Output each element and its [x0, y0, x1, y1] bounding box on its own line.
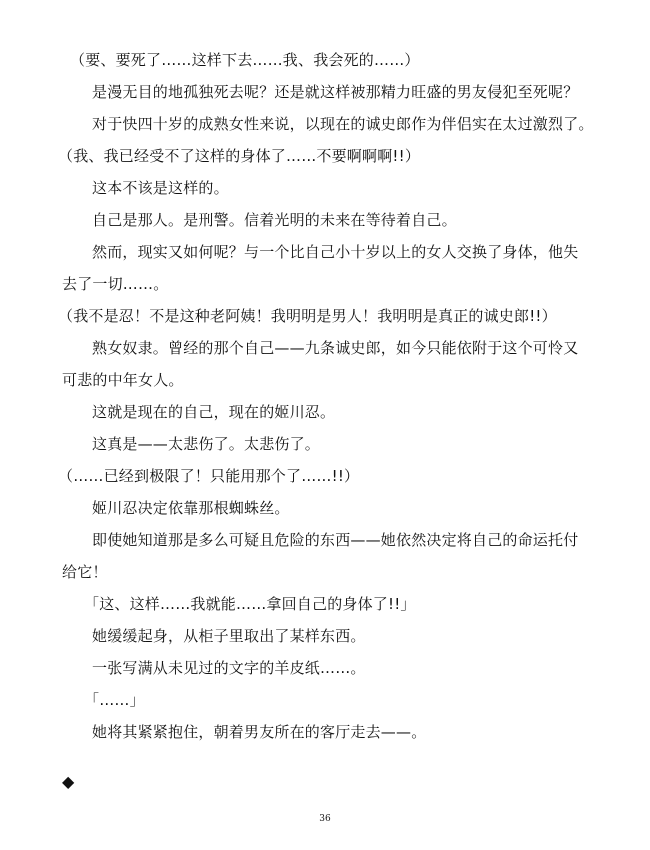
text-line: （……已经到极限了！只能用那个了……!!） [58, 467, 360, 485]
dialogue-line: 「这、这样……我就能……拿回自己的身体了!!」 [84, 595, 416, 613]
text-line: 即使她知道那是多么可疑且危险的东西——她依然决定将自己的命运托付 [92, 531, 579, 549]
text-line: （要、要死了……这样下去……我、我会死的……） [70, 51, 420, 69]
text-line: 这真是——太悲伤了。太悲伤了。 [92, 435, 321, 453]
text-line: 可悲的中年女人。 [62, 371, 184, 389]
text-line: 对于快四十岁的成熟女性来说，以现在的诚史郎作为伴侣实在太过激烈了。 [92, 115, 594, 133]
text-line: 姬川忍决定依靠那根蜘蛛丝。 [92, 499, 290, 517]
text-line: （我、我已经受不了这样的身体了……不要啊啊啊!!） [58, 147, 421, 165]
page-number: 36 [319, 814, 331, 824]
dialogue-line: 「……」 [84, 691, 145, 709]
section-break-diamond-icon: ◆ [62, 772, 75, 791]
text-line: 然而，现实又如何呢？与一个比自己小十岁以上的女人交换了身体，他失 [92, 243, 579, 261]
text-line: 她缓缓起身，从柜子里取出了某样东西。 [92, 627, 366, 645]
body-text [58, 44, 602, 748]
text-line: 自己是那人。是刑警。信着光明的未来在等待着自己。 [92, 211, 457, 229]
text-line: 她将其紧紧抱住，朝着男友所在的客厅走去——。 [92, 723, 427, 741]
text-line: 给它！ [62, 563, 108, 581]
text-line: 这本不该是这样的。 [92, 179, 229, 197]
text-line: 熟女奴隶。曾经的那个自己——九条诚史郎，如今只能依附于这个可怜又 [92, 339, 579, 357]
text-line: 是漫无目的地孤独死去呢？还是就这样被那精力旺盛的男友侵犯至死呢？ [92, 83, 579, 101]
text-line: 去了一切……。 [62, 275, 169, 293]
text-line: （我不是忍！不是这种老阿姨！我明明是男人！我明明是真正的诚史郎!!） [58, 307, 557, 325]
text-line: 一张写满从未见过的文字的羊皮纸……。 [92, 659, 366, 677]
text-line: 这就是现在的自己，现在的姬川忍。 [92, 403, 336, 421]
